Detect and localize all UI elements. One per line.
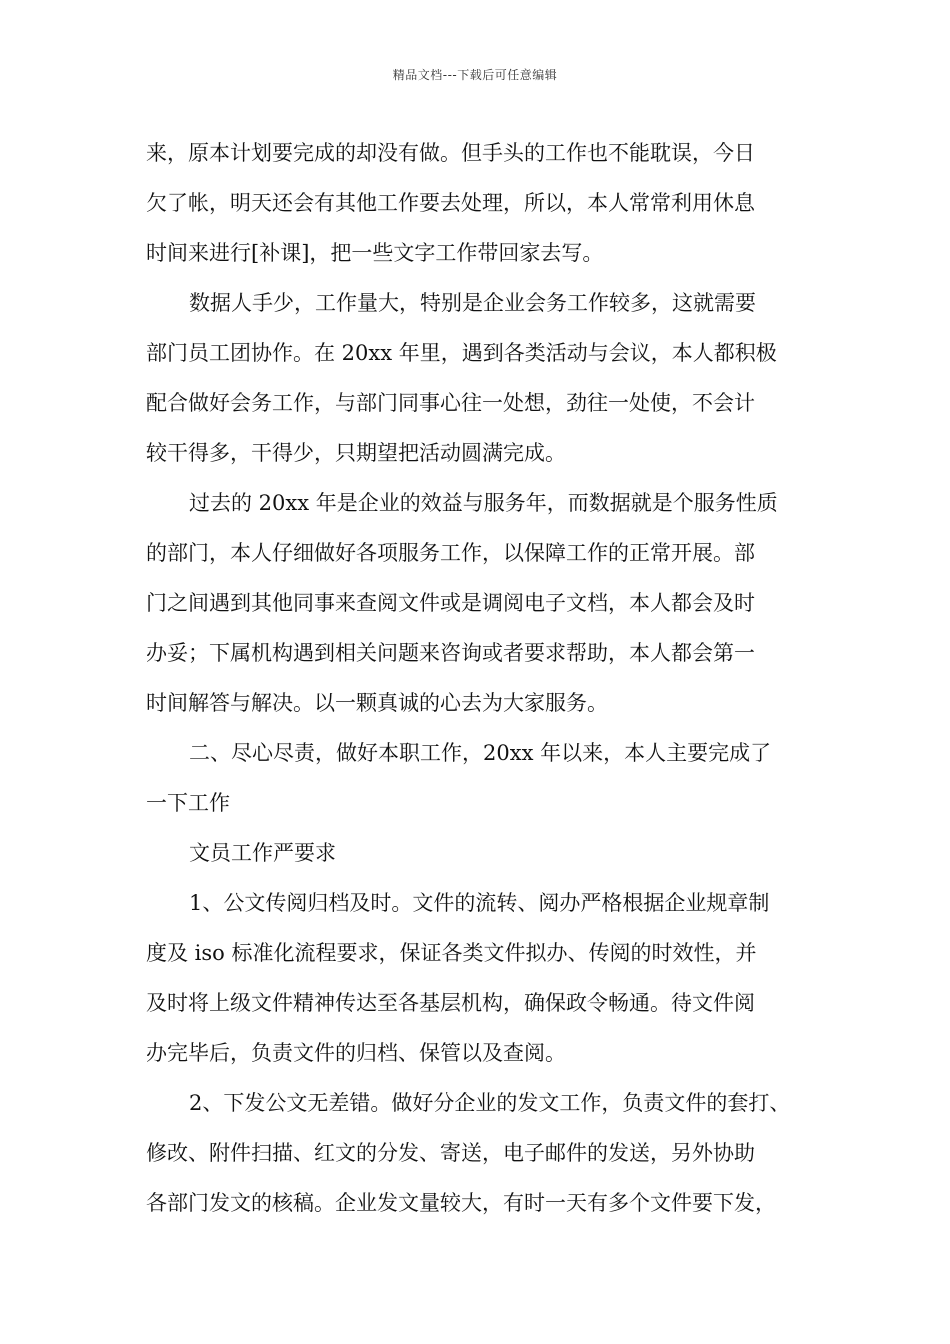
text-line: 较干得多，干得少，只期望把活动圆满完成。 (146, 441, 566, 465)
text-line: 数据人手少，工作量大，特别是企业会务工作较多，这就需要 (189, 291, 756, 315)
text-line: 办完毕后，负责文件的归档、保管以及查阅。 (146, 1041, 566, 1065)
text-line: 欠了帐，明天还会有其他工作要去处理，所以，本人常常利用休息 (146, 191, 755, 215)
text-line: 二、尽心尽责，做好本职工作，20xx 年以来，本人主要完成了 (189, 741, 772, 765)
text-line: 来，原本计划要完成的却没有做。但手头的工作也不能耽误，今日 (146, 141, 755, 165)
section-heading: 文员工作严要求 (189, 841, 336, 865)
text-line: 时间解答与解决。以一颗真诚的心去为大家服务。 (146, 691, 608, 715)
text-line: 一下工作 (146, 791, 230, 815)
document-body (146, 128, 816, 1228)
text-line: 各部门发文的核稿。企业发文量较大，有时一天有多个文件要下发， (146, 1191, 776, 1215)
text-line: 部门员工团协作。在 20xx 年里，遇到各类活动与会议，本人都积极 (146, 341, 777, 365)
text-line: 1、公文传阅归档及时。文件的流转、阅办严格根据企业规章制 (189, 891, 770, 915)
text-line: 过去的 20xx 年是企业的效益与服务年，而数据就是个服务性质 (189, 491, 778, 515)
text-line: 配合做好会务工作，与部门同事心往一处想，劲往一处使，不会计 (146, 391, 755, 415)
text-line: 及时将上级文件精神传达至各基层机构，确保政令畅通。待文件阅 (146, 991, 755, 1015)
text-line: 时间来进行[补课]，把一些文字工作带回家去写。 (146, 241, 604, 265)
text-line: 的部门，本人仔细做好各项服务工作，以保障工作的正常开展。部 (146, 541, 755, 565)
text-line: 度及 iso 标准化流程要求，保证各类文件拟办、传阅的时效性，并 (146, 941, 757, 965)
text-line: 门之间遇到其他同事来查阅文件或是调阅电子文档，本人都会及时 (146, 591, 755, 615)
text-line: 2、下发公文无差错。做好分企业的发文工作，负责文件的套打、 (189, 1091, 791, 1115)
page-header: 精品文档---下载后可任意编辑 (392, 68, 558, 82)
text-line: 修改、附件扫描、红文的分发、寄送，电子邮件的发送，另外协助 (146, 1141, 755, 1165)
text-line: 办妥；下属机构遇到相关问题来咨询或者要求帮助，本人都会第一 (146, 641, 755, 665)
